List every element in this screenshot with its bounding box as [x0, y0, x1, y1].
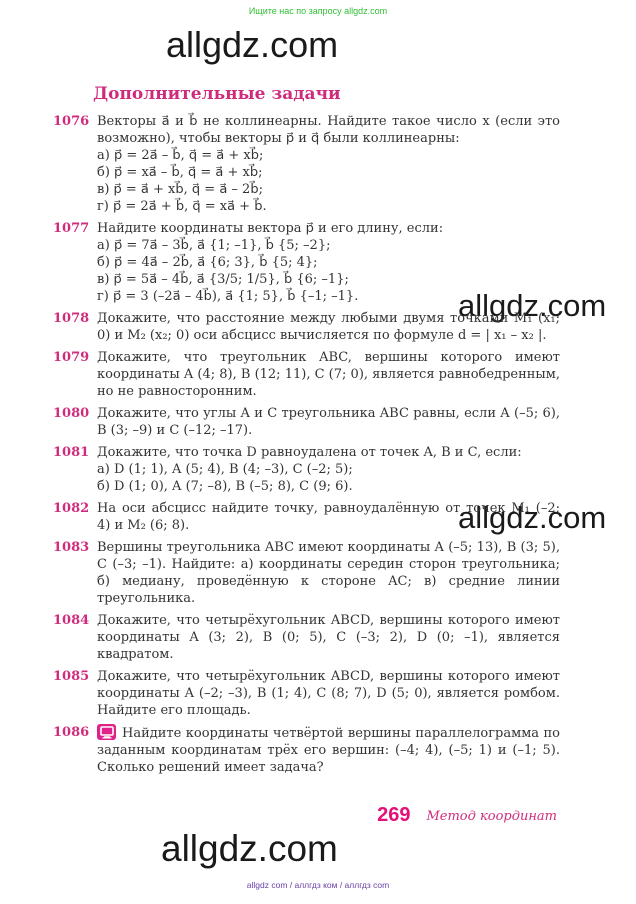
- problem-1079: [53, 349, 560, 400]
- problem-1078: [53, 310, 560, 344]
- problem-body: [97, 612, 560, 663]
- problem-statement: Вершины треугольника ABC имеют координаты A (–5; 13), B (3; 5), C (–3; –1). Найдите: а) координаты середин сторон треугольника; б) медиану, проведённую к стороне AC; в) средние линии треугольника.: [97, 540, 560, 606]
- problem-part: а) p⃗ = 2a⃗ – b⃗, q⃗ = a⃗ + xb⃗;: [97, 148, 264, 163]
- problem-body: [97, 349, 560, 400]
- problem-1084: [53, 612, 560, 663]
- problem-part: а) p⃗ = 7a⃗ – 3b⃗, a⃗ {1; –1}, b⃗ {5; –2};: [97, 238, 331, 253]
- problem-statement: Докажите, что точка D равноудалена от точек A, B и C, если:: [97, 445, 522, 460]
- watermark-right-1: allgdz.com: [458, 288, 607, 323]
- problem-body: [97, 444, 560, 495]
- problem-part: г) p⃗ = 2a⃗ + b⃗, q⃗ = xa⃗ + b⃗.: [97, 199, 267, 214]
- problem-1085: [53, 668, 560, 719]
- problem-body: [97, 500, 560, 534]
- problem-number: 1085: [53, 669, 90, 684]
- search-hint-note: Ищите нас по запросу allgdz.com: [248, 6, 388, 16]
- problem-statement: [97, 724, 560, 776]
- problem-1086: [53, 724, 560, 776]
- problem-number: 1076: [53, 114, 90, 129]
- watermark-right-2: allgdz.com: [458, 500, 607, 535]
- problems-list: [53, 113, 560, 781]
- watermark-bottom: allgdz.com: [161, 828, 338, 869]
- problem-1082: [53, 500, 560, 534]
- problem-number: 1082: [53, 501, 90, 516]
- problem-statement: Докажите, что четырёхугольник ABCD, вершины которого имеют координаты A (3; 2), B (0; 5), C (–3; 2), D (0; –1), является квадратом.: [97, 613, 560, 662]
- watermark-top: allgdz.com: [166, 24, 339, 65]
- problem-body: [97, 539, 560, 607]
- section-heading: Дополнительные задачи: [93, 84, 341, 104]
- problem-part: б) p⃗ = 4a⃗ – 2b⃗, a⃗ {6; 3}, b⃗ {5; 4};: [97, 255, 318, 270]
- problem-part: б) D (1; 0), A (7; –8), B (–5; 8), C (9; 6).: [97, 479, 353, 494]
- problem-body: [97, 220, 560, 305]
- problem-1077: [53, 220, 560, 305]
- problem-1076: [53, 113, 560, 215]
- problem-number: 1077: [53, 221, 90, 236]
- problem-statement-text: Найдите координаты четвёртой вершины параллелограмма по заданным координатам трёх его вершин: (–4; 4), (–5; 1) и (–1; 5). Сколько решений имеет задача?: [97, 726, 560, 775]
- problem-body: [97, 310, 560, 344]
- problem-number: 1079: [53, 350, 90, 365]
- problem-number: 1084: [53, 613, 90, 628]
- problem-statement: Векторы a⃗ и b⃗ не коллинеарны. Найдите такое число x (если это возможно), чтобы векторы p⃗ и q⃗ были коллинеарны:: [97, 114, 560, 146]
- problem-body: [97, 724, 560, 776]
- problem-1080: [53, 405, 560, 439]
- problem-part: а) D (1; 1), A (5; 4), B (4; –3), C (–2; 5);: [97, 462, 353, 477]
- problem-number: 1078: [53, 311, 90, 326]
- problem-statement: Докажите, что расстояние между любыми двумя точками M₁ (x₁; 0) и M₂ (x₂; 0) оси абсцисс вычисляется по формуле d = | x₁ – x₂ |.: [97, 311, 560, 343]
- page-footer: [0, 804, 557, 827]
- problem-body: [97, 113, 560, 215]
- problem-1081: [53, 444, 560, 495]
- problem-1083: [53, 539, 560, 607]
- problem-statement: На оси абсцисс найдите точку, равноудалённую от точек M₁ (–2; 4) и M₂ (6; 8).: [97, 501, 560, 533]
- problem-number: 1083: [53, 540, 90, 555]
- problem-statement: Докажите, что треугольник ABC, вершины которого имеют координаты A (4; 8), B (12; 11), C (7; 0), является равнобедренным, но не равносторонним.: [97, 350, 560, 399]
- page-number: 269: [377, 804, 411, 826]
- problem-statement: Докажите, что углы A и C треугольника ABC равны, если A (–5; 6), B (3; –9) и C (–12; –17).: [97, 406, 560, 438]
- problem-body: [97, 668, 560, 719]
- problem-statement: Найдите координаты вектора p⃗ и его длину, если:: [97, 221, 444, 236]
- problem-body: [97, 405, 560, 439]
- computer-icon: [97, 724, 116, 740]
- problem-part: в) p⃗ = 5a⃗ – 4b⃗, a⃗ {3/5; 1/5}, b⃗ {6; –1};: [97, 272, 349, 287]
- problem-number: 1081: [53, 445, 90, 460]
- problem-part: в) p⃗ = a⃗ + xb⃗, q⃗ = a⃗ – 2b⃗;: [97, 182, 263, 197]
- problem-statement: Докажите, что четырёхугольник ABCD, вершины которого имеют координаты A (–2; –3), B (1; 4), C (8; 7), D (5; 0), является ромбом. Найдите его площадь.: [97, 669, 560, 718]
- chapter-title: Метод координат: [426, 809, 557, 824]
- site-footer-links: allgdz com / аллгдз ком / аллгдз com: [246, 880, 390, 890]
- problem-number: 1080: [53, 406, 90, 421]
- problem-part: б) p⃗ = xa⃗ – b⃗, q⃗ = a⃗ + xb⃗;: [97, 165, 263, 180]
- problem-part: г) p⃗ = 3 (–2a⃗ – 4b⃗), a⃗ {1; 5}, b⃗ {–1; –1}.: [97, 289, 359, 304]
- problem-number: 1086: [53, 725, 90, 740]
